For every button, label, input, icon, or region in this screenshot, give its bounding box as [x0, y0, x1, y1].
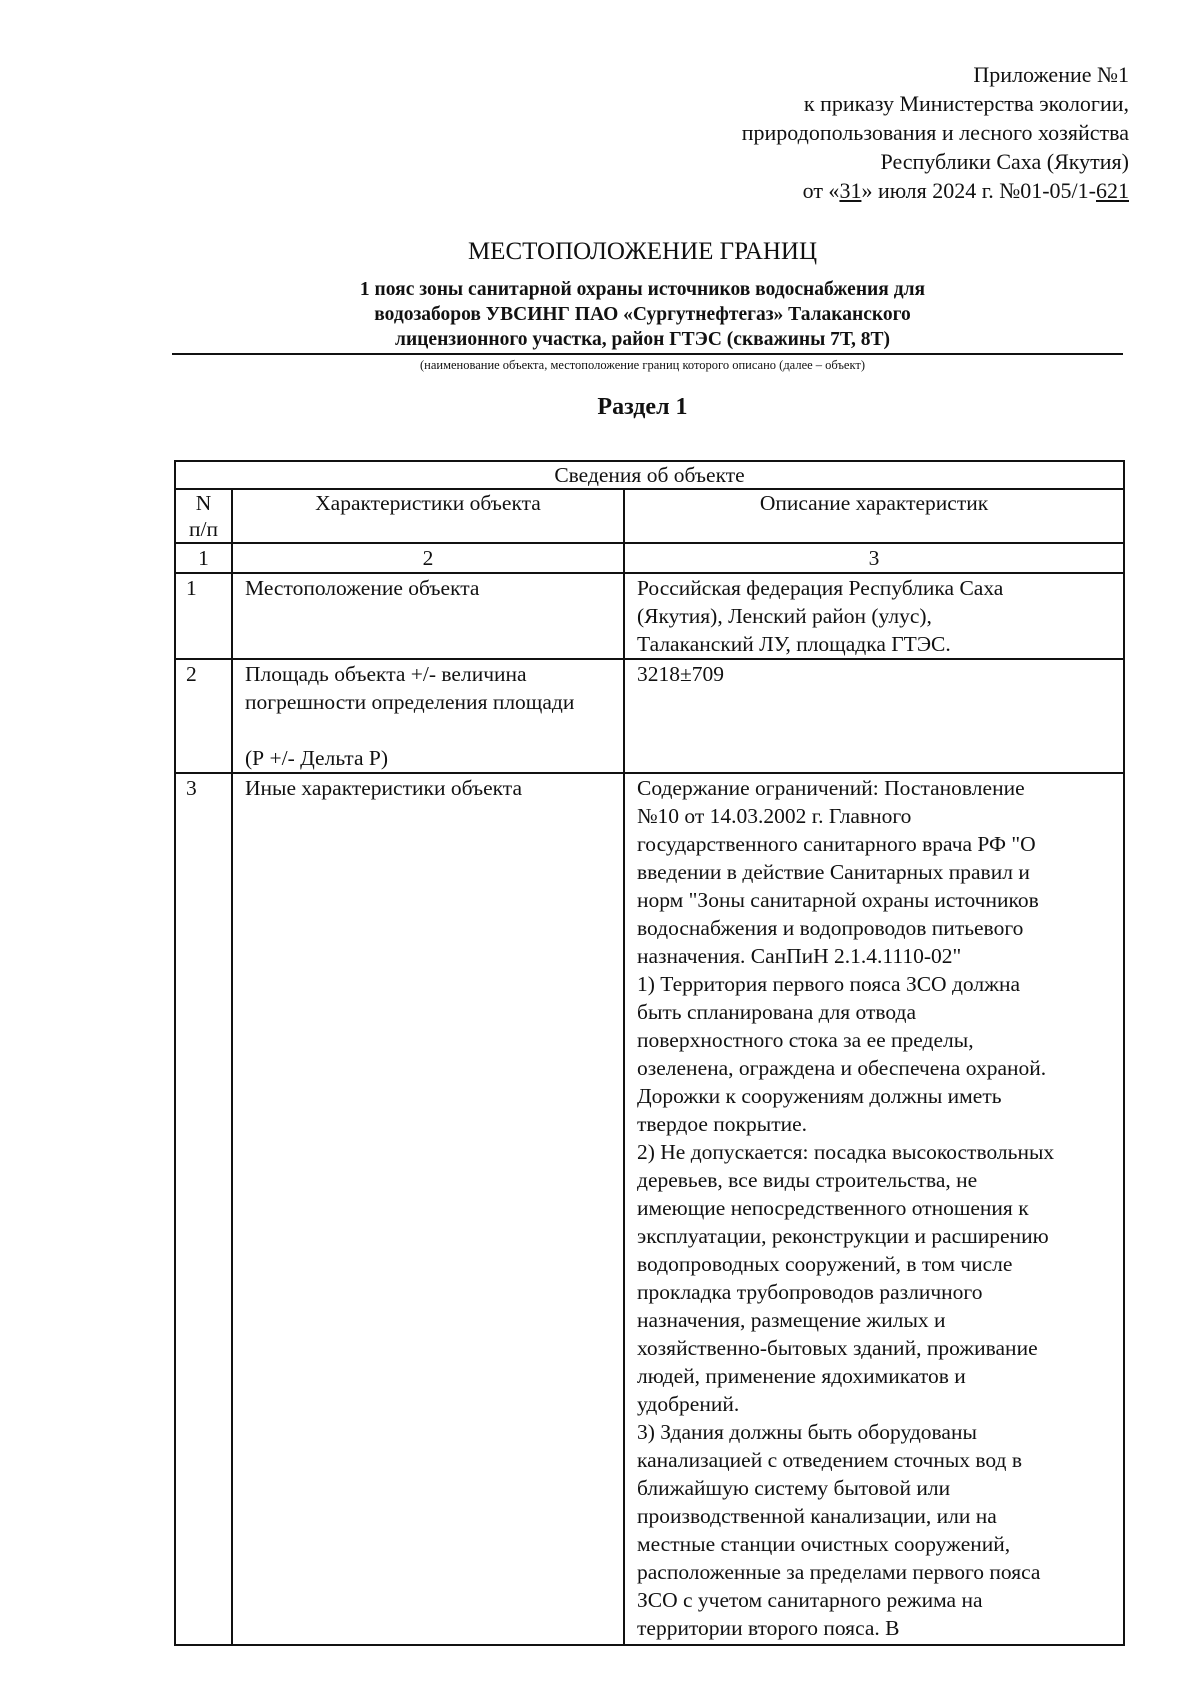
row-description — [624, 773, 1124, 1645]
table-row — [175, 773, 1124, 1645]
cell-text-line: Российская федерация Республика Саха — [637, 576, 1004, 600]
cell-text-line: 3) Здания должны быть оборудованы — [637, 1420, 977, 1444]
cell-text-line: погрешности определения площади — [245, 690, 575, 714]
cell-text-line: поверхностного стока за ее пределы, — [637, 1028, 974, 1052]
table-caption-row — [175, 461, 1124, 489]
table-row — [175, 573, 1124, 659]
cell-text-line: территории второго пояса. В — [637, 1616, 900, 1640]
cell-text-line: быть спланирована для отвода — [637, 1000, 917, 1024]
appendix-line: Республики Саха (Якутия) — [880, 149, 1129, 174]
date-prefix: от « — [802, 178, 840, 203]
cell-text-line: прокладка трубопроводов различного — [637, 1280, 983, 1304]
cell-text-line — [245, 716, 615, 744]
cell-text-line: Иные характеристики объекта — [245, 776, 523, 800]
cell-text-line: твердое покрытие. — [637, 1112, 808, 1136]
row-characteristic — [232, 573, 624, 659]
row-characteristic — [232, 659, 624, 773]
cell-text-line: производственной канализации, или на — [637, 1504, 997, 1528]
date-middle: » июля 2024 г. №01-05/1- — [861, 178, 1096, 203]
header-cell-characteristic: Характеристики объекта — [232, 489, 624, 543]
appendix-line: Приложение №1 — [973, 62, 1129, 87]
cell-text-line: хозяйственно-бытовых зданий, проживание — [637, 1336, 1038, 1360]
cell-text-line: (Р +/- Дельта Р) — [245, 746, 389, 770]
table-header-row — [175, 489, 1124, 543]
index-cell: 3 — [624, 543, 1124, 573]
cell-text-line: назначения, размещение жилых и — [637, 1308, 946, 1332]
cell-text-line: эксплуатации, реконструкции и расширению — [637, 1224, 1049, 1248]
header-cell-description: Описание характеристик — [624, 489, 1124, 543]
object-name-line: водозаборов УВСИНГ ПАО «Сургутнефтегаз» Талаканского — [374, 304, 911, 325]
row-number: 3 — [175, 773, 232, 1645]
table-caption: Сведения об объекте — [175, 461, 1124, 489]
row-description — [624, 659, 1124, 773]
cell-text-line: ближайшую систему бытовой или — [637, 1476, 951, 1500]
cell-text-line: деревьев, все виды строительства, не — [637, 1168, 978, 1192]
row-number: 1 — [175, 573, 232, 659]
cell-text-line: введении в действие Санитарных правил и — [637, 860, 1030, 884]
cell-text-line: государственного санитарного врача РФ "О — [637, 832, 1036, 856]
cell-text-line: Талаканский ЛУ, площадка ГТЭС. — [637, 632, 951, 656]
table-index-row — [175, 543, 1124, 573]
cell-text-line: расположенные за пределами первого пояса — [637, 1560, 1041, 1584]
cell-text-line: людей, применение ядохимикатов и — [637, 1364, 966, 1388]
cell-text-line: Дорожки к сооружениям должны иметь — [637, 1084, 1002, 1108]
appendix-line: природопользования и лесного хозяйства — [741, 120, 1129, 145]
cell-text-line: местные станции очистных сооружений, — [637, 1532, 1011, 1556]
cell-text-line: 3218±709 — [637, 662, 725, 686]
order-number: 621 — [1096, 178, 1129, 203]
cell-text-line: канализацией с отведением сточных вод в — [637, 1448, 1023, 1472]
object-name-line: лицензионного участка, район ГТЭС (скважины 7Т, 8Т) — [395, 329, 890, 350]
object-name — [175, 277, 1110, 352]
cell-text-line: 1) Территория первого пояса ЗСО должна — [637, 972, 1021, 996]
underline-rule — [172, 353, 1123, 355]
cell-text-line: озеленена, ограждена и обеспечена охраной. — [637, 1056, 1047, 1080]
cell-text-line: Местоположение объекта — [245, 576, 480, 600]
row-characteristic — [232, 773, 624, 1645]
section-title: Раздел 1 — [597, 394, 688, 420]
appendix-line: к приказу Министерства экологии, — [803, 91, 1129, 116]
cell-text-line: назначения. СанПиН 2.1.4.1110-02" — [637, 944, 962, 968]
date-day: 31 — [839, 178, 862, 203]
cell-text-line: 2) Не допускается: посадка высокоствольных — [637, 1140, 1055, 1164]
document-title: МЕСТОПОЛОЖЕНИЕ ГРАНИЦ — [467, 238, 818, 265]
appendix-date-line — [609, 176, 1129, 205]
cell-text-line: водопроводных сооружений, в том числе — [637, 1252, 1013, 1276]
cell-text-line: водоснабжения и водопроводов питьевого — [637, 916, 1024, 940]
header-text: п/п — [189, 517, 218, 541]
cell-text-line: норм "Зоны санитарной охраны источников — [637, 888, 1039, 912]
cell-text-line: имеющие непосредственного отношения к — [637, 1196, 1029, 1220]
object-name-note: (наименование объекта, местоположение границ которого описано (далее – объект) — [419, 358, 866, 372]
appendix-block — [609, 60, 1129, 205]
index-cell: 1 — [175, 543, 232, 573]
row-description — [624, 573, 1124, 659]
header-cell-number — [175, 489, 232, 543]
cell-text-line: (Якутия), Ленский район (улус), — [637, 604, 932, 628]
cell-text-line: ЗСО с учетом санитарного режима на — [637, 1588, 983, 1612]
object-name-line: 1 пояс зоны санитарной охраны источников водоснабжения для — [359, 279, 926, 300]
table-row — [175, 659, 1124, 773]
row-number: 2 — [175, 659, 232, 773]
index-cell: 2 — [232, 543, 624, 573]
object-info-table — [174, 460, 1125, 1646]
cell-text-line: Содержание ограничений: Постановление — [637, 776, 1025, 800]
header-text: N — [195, 491, 212, 515]
cell-text-line: Площадь объекта +/- величина — [245, 662, 527, 686]
cell-text-line: №10 от 14.03.2002 г. Главного — [637, 804, 912, 828]
cell-text-line: удобрений. — [637, 1392, 740, 1416]
